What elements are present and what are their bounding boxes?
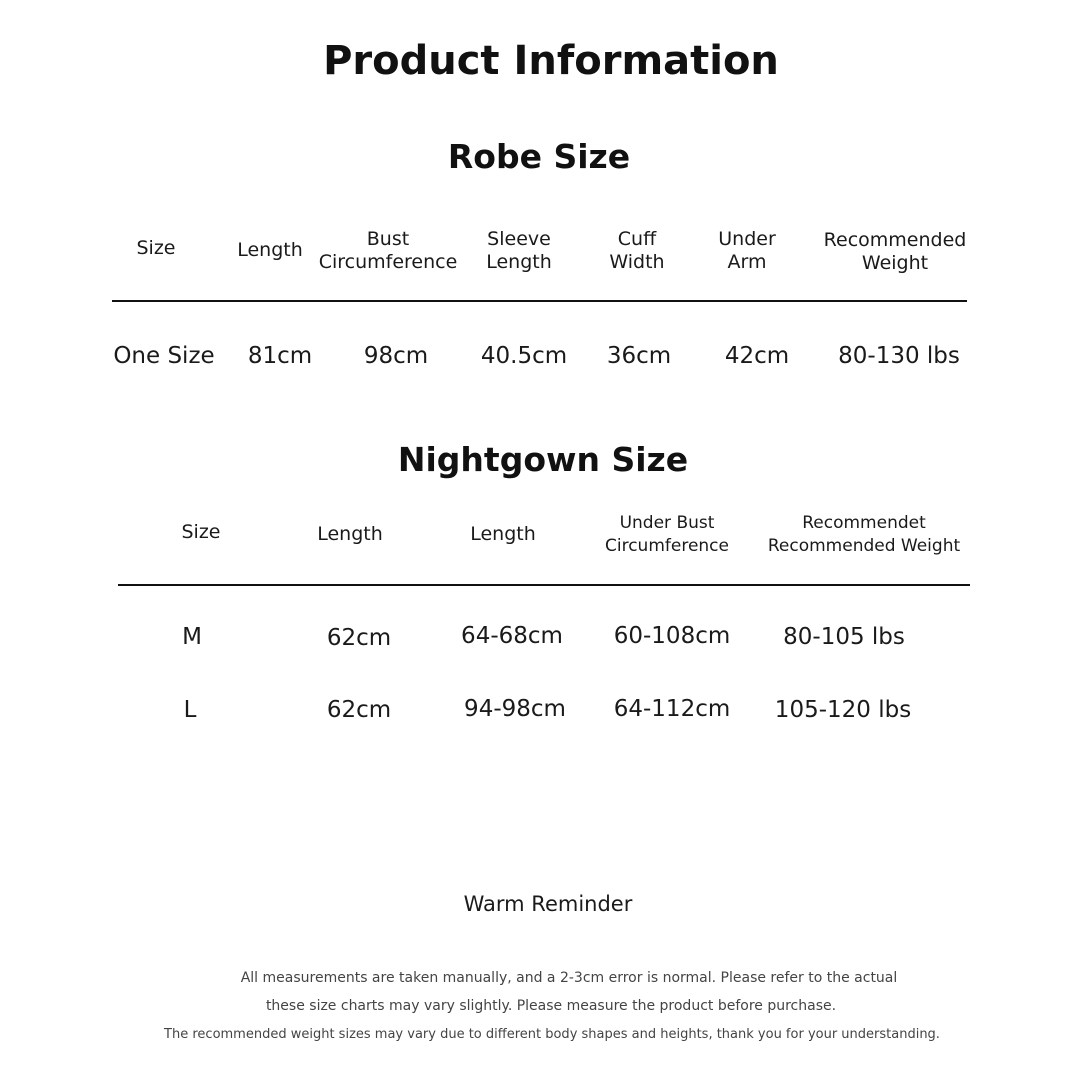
- robe-header-size: Size: [136, 237, 176, 259]
- nightgown-cell-under-bust: 64-112cm: [613, 696, 731, 722]
- nightgown-header-under-bust: Under Bust Circumference: [605, 513, 729, 556]
- robe-header-underarm: Under Arm: [718, 228, 776, 273]
- nightgown-header-size: Size: [181, 521, 221, 543]
- robe-header-divider: [112, 300, 967, 302]
- nightgown-cell-size: M: [182, 624, 202, 650]
- nightgown-cell-weight: 105-120 lbs: [774, 697, 912, 723]
- robe-cell-size: One Size: [113, 343, 215, 369]
- robe-header-bust: Bust Circumference: [318, 228, 458, 273]
- robe-cell-length: 81cm: [247, 343, 313, 369]
- nightgown-cell-length: 62cm: [326, 625, 392, 651]
- robe-cell-bust: 98cm: [363, 343, 429, 369]
- page-title: Product Information: [323, 38, 779, 84]
- nightgown-section-title: Nightgown Size: [397, 440, 689, 479]
- robe-cell-weight: 80-130 lbs: [838, 343, 960, 369]
- reminder-line: All measurements are taken manually, and a 2-3cm error is normal. Please refer to the actual: [240, 970, 898, 986]
- nightgown-cell-bust-length: 94-98cm: [464, 696, 566, 722]
- nightgown-header-length: Length: [317, 523, 383, 545]
- robe-header-length: Length: [237, 239, 303, 261]
- warm-reminder-title: Warm Reminder: [463, 892, 633, 916]
- robe-header-weight: Recommended Weight: [823, 229, 967, 274]
- nightgown-header-divider: [118, 584, 970, 586]
- nightgown-cell-under-bust: 60-108cm: [613, 623, 731, 649]
- robe-cell-sleeve: 40.5cm: [480, 343, 568, 369]
- robe-cell-underarm: 42cm: [724, 343, 790, 369]
- nightgown-header-bust-length: Length: [470, 523, 536, 545]
- reminder-line: these size charts may vary slightly. Please measure the product before purchase.: [265, 998, 837, 1014]
- nightgown-cell-weight: 80-105 lbs: [783, 624, 905, 650]
- robe-cell-cuff: 36cm: [606, 343, 672, 369]
- nightgown-header-weight: Recommendet Recommended Weight: [767, 513, 961, 556]
- robe-header-cuff: Cuff Width: [609, 228, 665, 273]
- robe-header-sleeve: Sleeve Length: [486, 228, 552, 273]
- robe-section-title: Robe Size: [447, 137, 631, 176]
- nightgown-cell-bust-length: 64-68cm: [461, 623, 563, 649]
- nightgown-cell-length: 62cm: [326, 697, 392, 723]
- nightgown-cell-size: L: [183, 697, 197, 723]
- reminder-line: The recommended weight sizes may vary due to different body shapes and heights, thank you for your understanding.: [164, 1027, 940, 1042]
